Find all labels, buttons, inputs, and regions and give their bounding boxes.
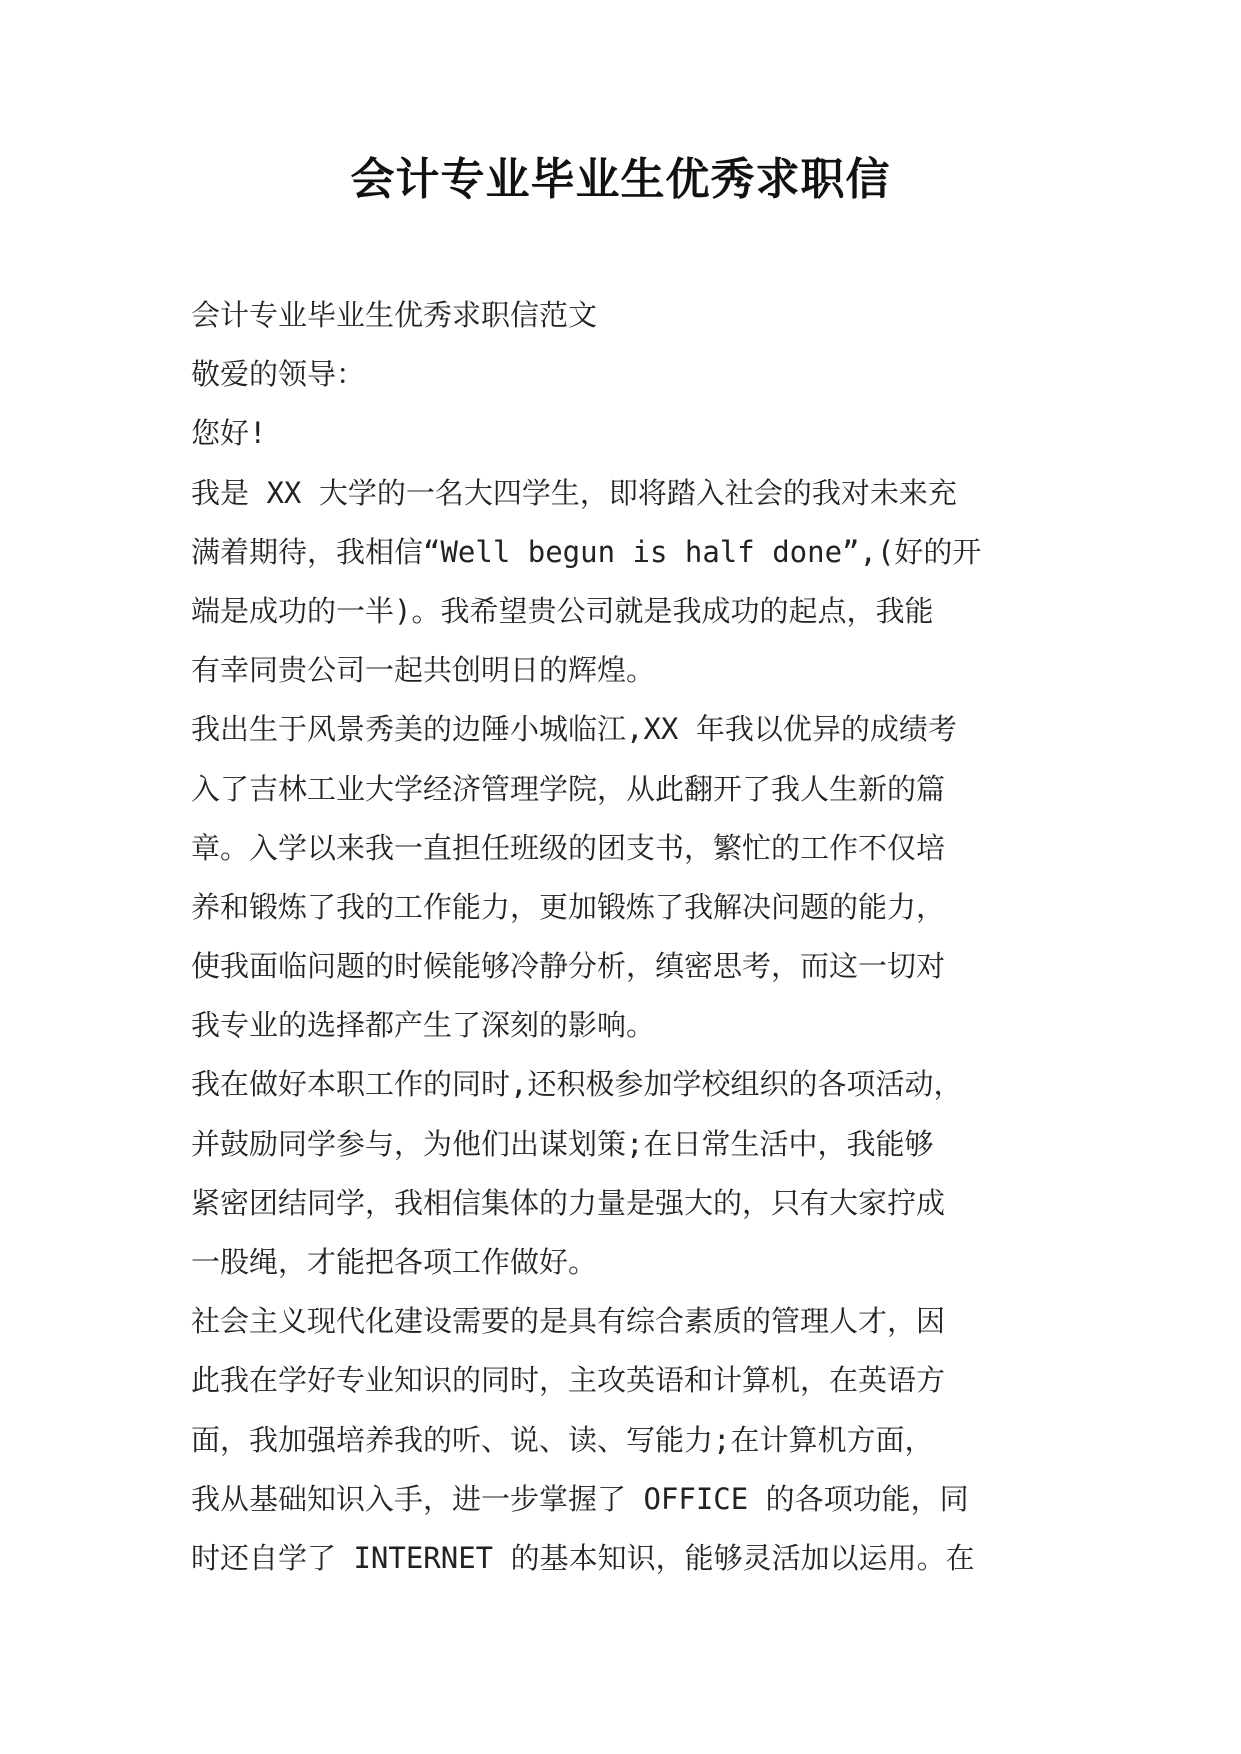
body-line: 满着期待，我相信“Well begun is half done”,(好的开 bbox=[191, 534, 982, 569]
body-line: 我出生于风景秀美的边陲小城临江,XX 年我以优异的成绩考 bbox=[191, 712, 957, 747]
body-line: 面，我加强培养我的听、说、读、写能力;在计算机方面， bbox=[191, 1422, 934, 1457]
body-line: 我在做好本职工作的同时,还积极参加学校组织的各项活动， bbox=[191, 1067, 963, 1102]
body-line: 养和锻炼了我的工作能力，更加锻炼了我解决问题的能力， bbox=[191, 889, 946, 924]
body-line: 社会主义现代化建设需要的是具有综合素质的管理人才，因 bbox=[191, 1304, 946, 1339]
body-line: 入了吉林工业大学经济管理学院，从此翻开了我人生新的篇 bbox=[191, 771, 946, 806]
body-line: 紧密团结同学，我相信集体的力量是强大的，只有大家拧成 bbox=[191, 1185, 946, 1220]
document-title: 会计专业毕业生优秀求职信 bbox=[350, 154, 891, 205]
body-line: 使我面临问题的时候能够冷静分析，缜密思考，而这一切对 bbox=[191, 949, 946, 984]
body-line: 有幸同贵公司一起共创明日的辉煌。 bbox=[191, 653, 656, 688]
body-line: 您好! bbox=[191, 416, 267, 451]
body-line: 敬爱的领导： bbox=[191, 357, 366, 392]
body-line: 我从基础知识入手，进一步掌握了 OFFICE 的各项功能，同 bbox=[191, 1481, 969, 1516]
body-line: 并鼓励同学参与，为他们出谋划策;在日常生活中，我能够 bbox=[191, 1126, 934, 1161]
document-body bbox=[191, 286, 1071, 1588]
body-line: 一股绳，才能把各项工作做好。 bbox=[191, 1245, 598, 1279]
body-line: 端是成功的一半)。我希望贵公司就是我成功的起点，我能 bbox=[191, 593, 934, 628]
body-line: 我是 XX 大学的一名大四学生，即将踏入社会的我对未来充 bbox=[191, 475, 957, 510]
body-line: 时还自学了 INTERNET 的基本知识，能够灵活加以运用。在 bbox=[191, 1540, 975, 1575]
body-line: 章。入学以来我一直担任班级的团支书，繁忙的工作不仅培 bbox=[191, 830, 946, 865]
body-line: 此我在学好专业知识的同时，主攻英语和计算机，在英语方 bbox=[191, 1363, 946, 1398]
body-line: 会计专业毕业生优秀求职信范文 bbox=[191, 298, 598, 332]
body-line: 我专业的选择都产生了深刻的影响。 bbox=[191, 1008, 656, 1043]
